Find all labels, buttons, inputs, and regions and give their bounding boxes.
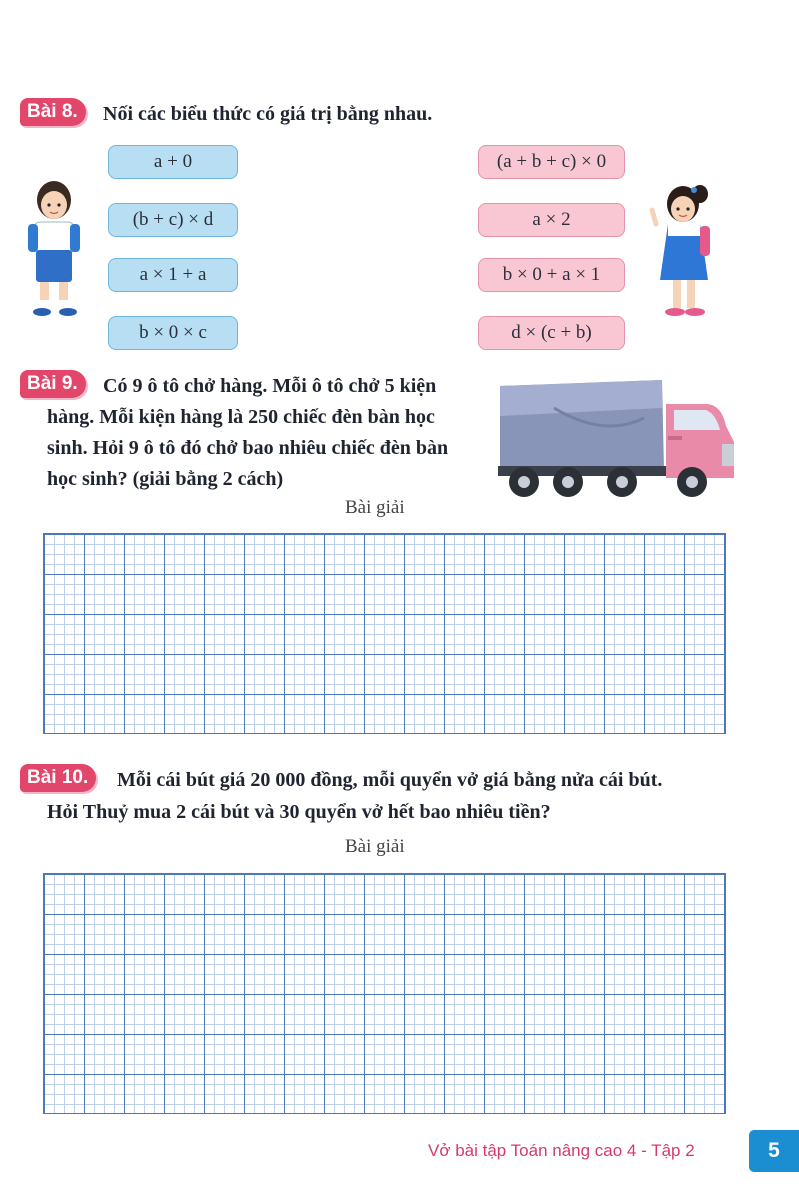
left-expression-3[interactable]: a × 1 + a <box>108 258 238 292</box>
exercise-8-badge: Bài 8. <box>20 98 86 126</box>
exercise-9-line-1: Có 9 ô tô chở hàng. Mỗi ô tô chở 5 kiện <box>103 375 437 397</box>
left-expression-1[interactable]: a + 0 <box>108 145 238 179</box>
page-number: 5 <box>749 1130 799 1172</box>
exercise-9-badge: Bài 9. <box>20 370 86 398</box>
exercise-8-text: Nối các biểu thức có giá trị bằng nhau. <box>103 103 433 125</box>
exercise-10-line-2: Hỏi Thuỷ mua 2 cái bút và 30 quyển vở hết bao nhiêu tiền? <box>47 801 551 823</box>
boy-illustration <box>22 178 86 320</box>
left-expression-4[interactable]: b × 0 × c <box>108 316 238 350</box>
exercise-9-line-4: học sinh? (giải bằng 2 cách) <box>47 468 284 490</box>
exercise-10-answer-grid[interactable] <box>43 873 726 1114</box>
exercise-10-solution-label: Bài giải <box>345 836 405 857</box>
right-expression-4[interactable]: d × (c + b) <box>478 316 625 350</box>
truck-illustration <box>494 378 740 502</box>
right-expression-3[interactable]: b × 0 + a × 1 <box>478 258 625 292</box>
exercise-10-badge: Bài 10. <box>20 764 96 792</box>
left-expression-2[interactable]: (b + c) × d <box>108 203 238 237</box>
footer-book-title: Vở bài tập Toán nâng cao 4 - Tập 2 <box>428 1141 695 1160</box>
exercise-9-line-3: sinh. Hỏi 9 ô tô đó chở bao nhiêu chiếc đèn bàn <box>47 437 449 459</box>
girl-illustration <box>648 182 718 322</box>
exercise-9-answer-grid[interactable] <box>43 533 726 734</box>
exercise-9-solution-label: Bài giải <box>345 497 405 518</box>
right-expression-2[interactable]: a × 2 <box>478 203 625 237</box>
exercise-9-line-2: hàng. Mỗi kiện hàng là 250 chiếc đèn bàn học <box>47 406 435 428</box>
exercise-10-line-1: Mỗi cái bút giá 20 000 đồng, mỗi quyển vở giá bằng nửa cái bút. <box>117 769 663 791</box>
right-expression-1[interactable]: (a + b + c) × 0 <box>478 145 625 179</box>
